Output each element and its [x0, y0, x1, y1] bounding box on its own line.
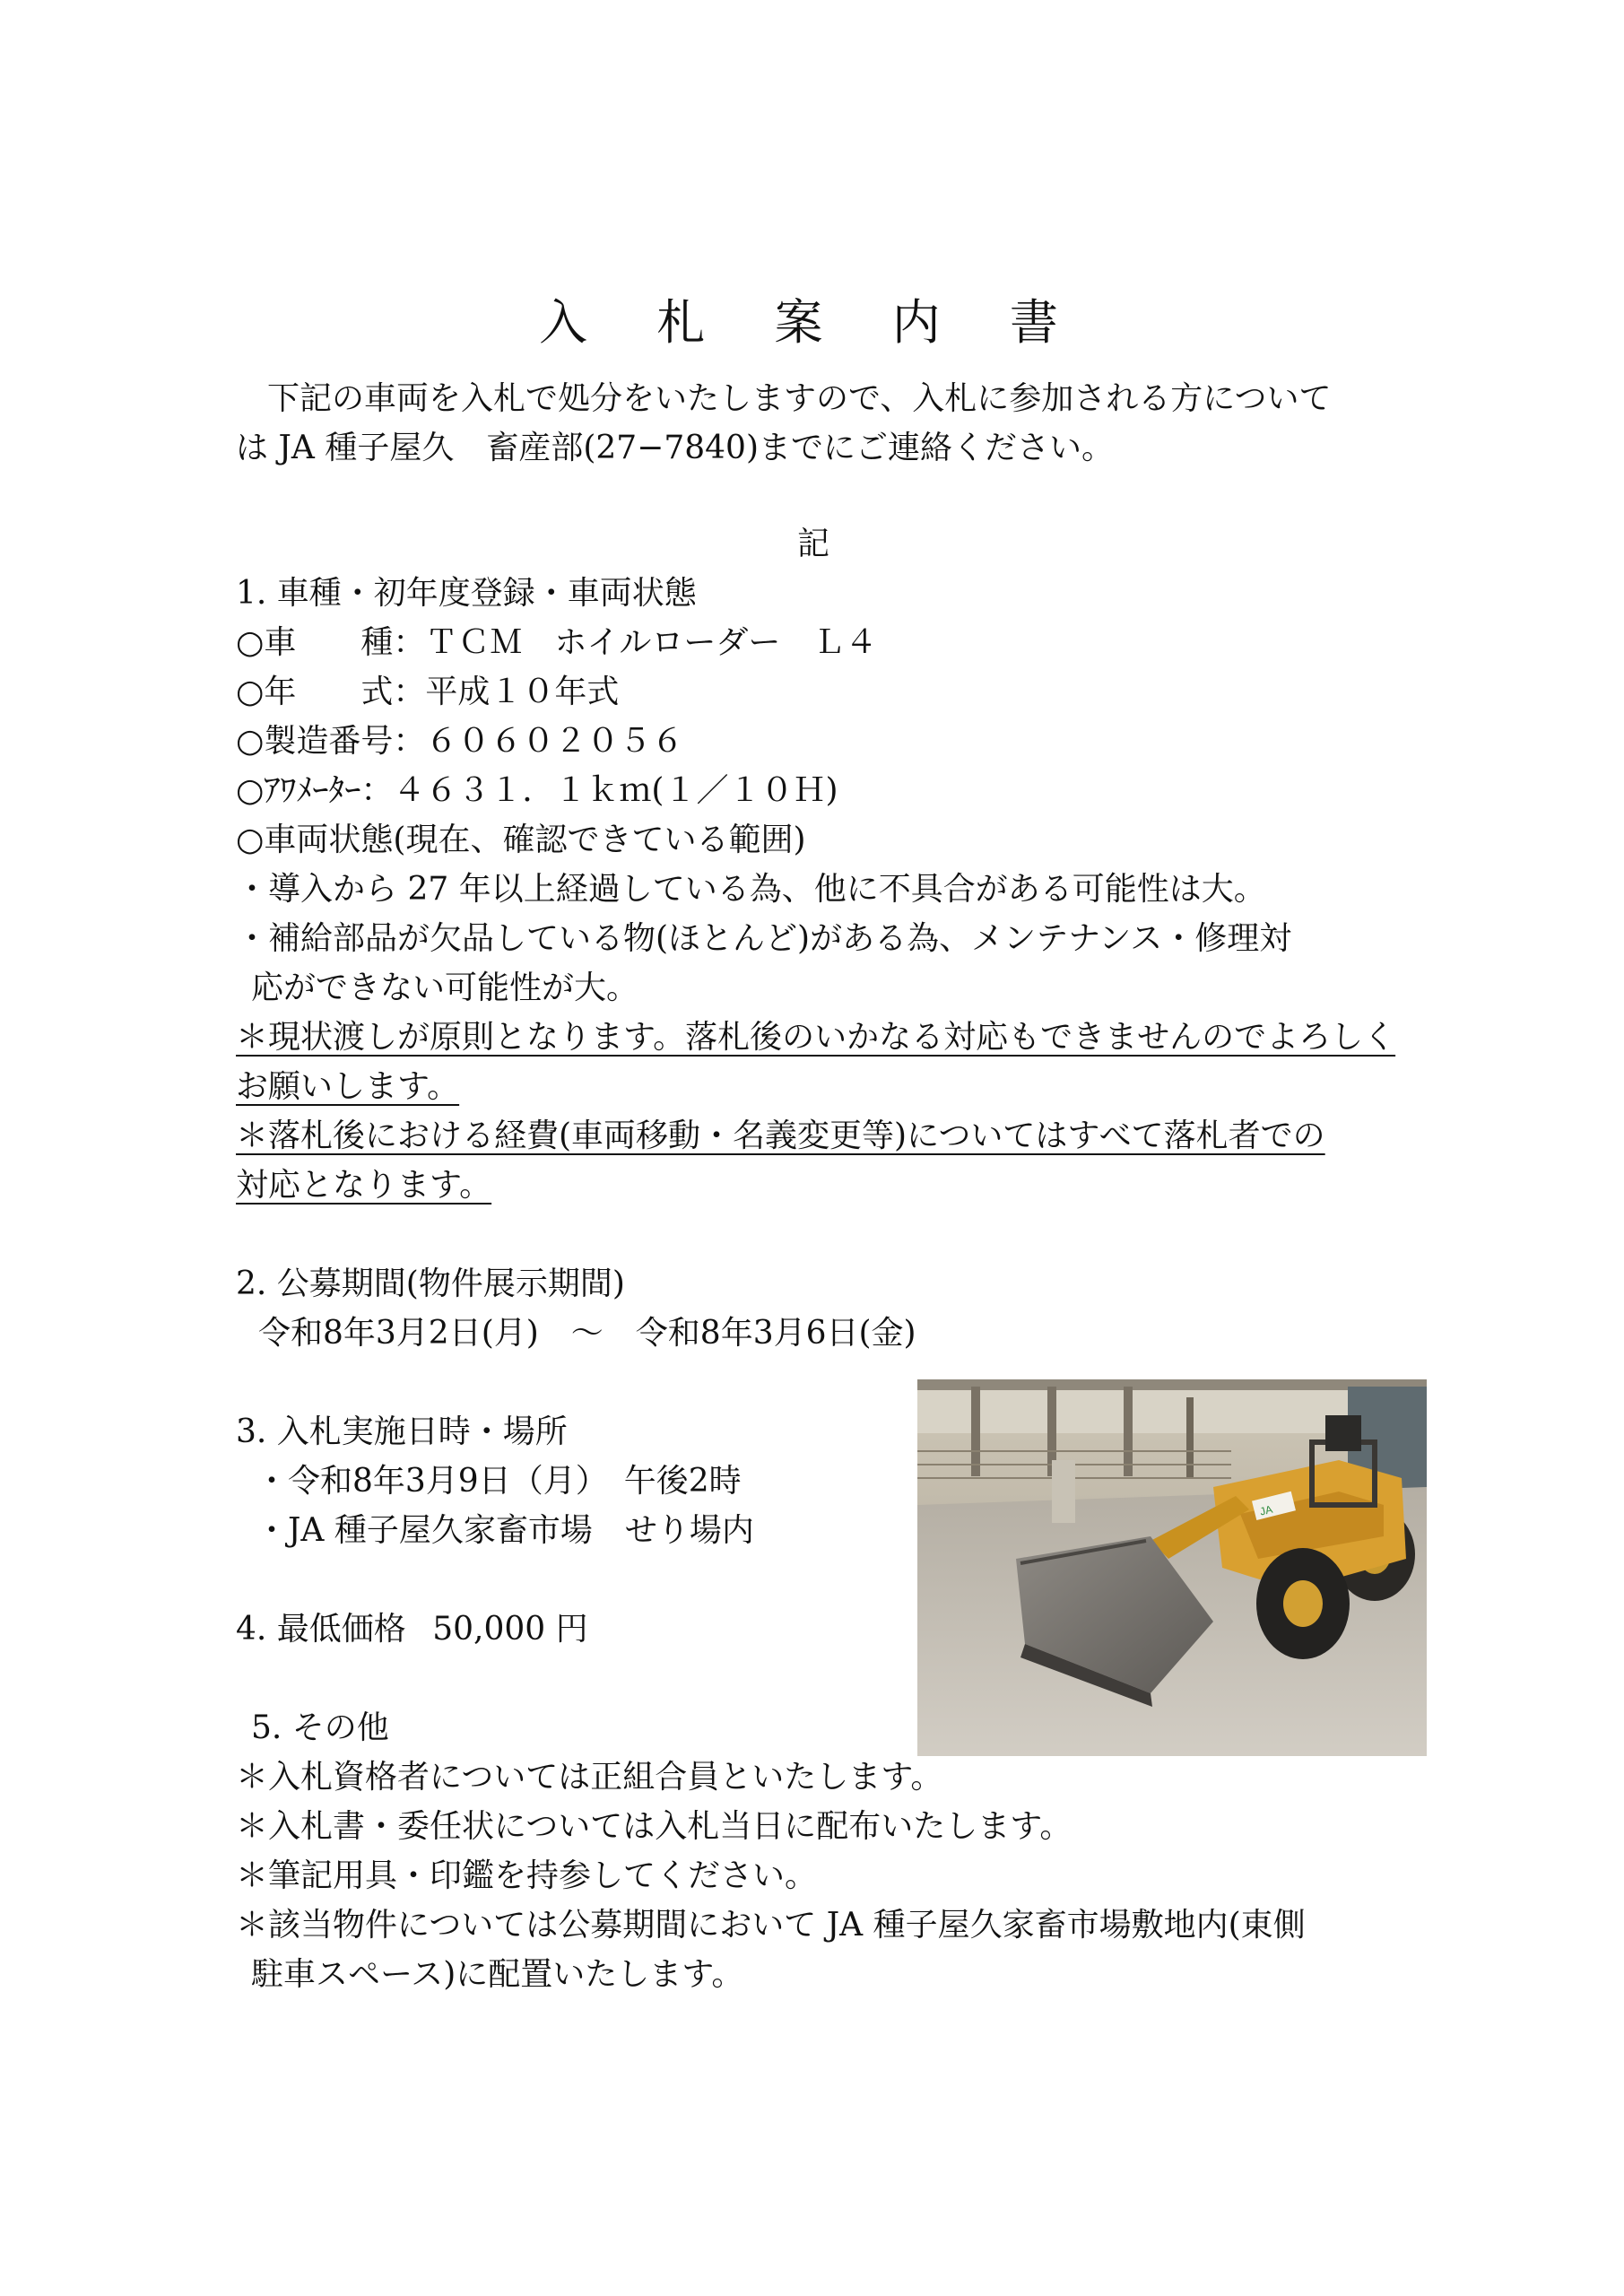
bid-datetime: ・令和8年3月9日（月） 午後2時 — [256, 1463, 742, 1500]
section5-heading: 5. その他 — [251, 1709, 389, 1746]
condition-bullet-2-line-1: ・補給部品が欠品している物(ほとんど)がある為、メンテナンス・修理対 — [236, 920, 1292, 957]
serial-number: ○製造番号：６０６０２０５６ — [236, 723, 684, 760]
public-period: 令和8年3月2日(月) ～ 令和8年3月6日(金) — [258, 1315, 916, 1352]
section3-heading: 3. 入札実施日時・場所 — [236, 1413, 568, 1450]
condition-heading: ○車両状態(現在、確認できている範囲) — [236, 822, 806, 858]
document-title: 入 札 案 内 書 — [539, 294, 1085, 351]
note-costs-line-2: 対応となります。 — [236, 1167, 492, 1204]
note-as-is-line-2: お願いします。 — [236, 1068, 460, 1105]
intro-line-2: は JA 種子屋久 畜産部(27−7840)までにご連絡ください。 — [236, 430, 1114, 466]
note-costs-line-1: ＊落札後における経費(車両移動・名義変更等)についてはすべて落札者での — [236, 1118, 1325, 1154]
bid-place: ・JA 種子屋久家畜市場 せり場内 — [256, 1512, 754, 1549]
note-as-is-line-1: ＊現状渡しが原則となります。落札後のいかなる対応もできませんのでよろしく — [236, 1019, 1396, 1056]
condition-bullet-1: ・導入から 27 年以上経過している為、他に不具合がある可能性は大。 — [236, 871, 1266, 908]
wheel-loader-photo — [917, 1379, 1427, 1756]
other-item-2: ＊入札書・委任状については入札当日に配布いたします。 — [236, 1808, 1073, 1845]
min-price-label: 4. 最低価格 — [236, 1611, 406, 1648]
condition-bullet-2-line-2: 応ができない可能性が大。 — [251, 970, 639, 1006]
hour-meter: ○ｱﾜﾒｰﾀｰ：４６３１．１ｋｍ(１／１０Ｈ) — [236, 772, 838, 809]
other-item-3: ＊筆記用具・印鑑を持参してください。 — [236, 1857, 818, 1894]
section1-heading: 1. 車種・初年度登録・車両状態 — [236, 575, 697, 612]
ki-heading: 記 — [797, 526, 830, 562]
ja-sign-text: JA — [1258, 1502, 1274, 1518]
min-price-value: 50,000 円 — [432, 1611, 588, 1648]
intro-line-1: 下記の車両を入札で処分をいたしますので、入札に参加される方について — [267, 380, 1332, 417]
section4-heading — [236, 1608, 588, 1651]
other-item-1: ＊入札資格者については正組合員といたします。 — [236, 1759, 943, 1796]
other-item-4-line-2: 駐車スペース)に配置いたします。 — [251, 1956, 744, 1993]
other-item-4-line-1: ＊該当物件については公募期間において JA 種子屋久家畜市場敷地内(東側 — [236, 1907, 1306, 1944]
vehicle-type: ○車 種：ＴＣＭ ホイルローダー Ｌ４ — [236, 624, 878, 661]
section2-heading: 2. 公募期間(物件展示期間) — [236, 1265, 625, 1302]
model-year: ○年 式：平成１０年式 — [236, 674, 620, 710]
